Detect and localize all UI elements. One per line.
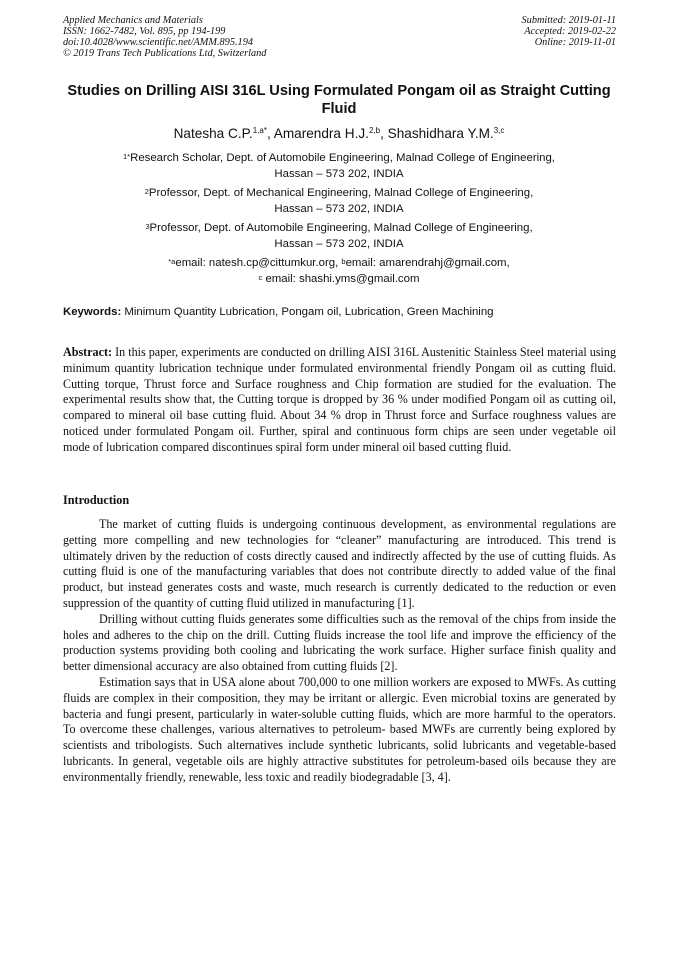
affiliation-1 [40,151,638,182]
email-b[interactable]: email: amarendrahj@gmail.com, [345,257,510,269]
author-list [40,125,638,142]
abstract-label: Abstract: [63,345,113,359]
affil-line: Professor, Dept. of Mechanical Engineering, Malnad College of Engineering, [148,187,534,199]
affil-line: Hassan – 573 202, INDIA [274,167,404,180]
author-affil-sup: 3,c [493,126,505,135]
paper-title: Studies on Drilling AISI 316L Using Formulated Pongam oil as Straight Cutting Fluid [67,83,611,117]
submission-dates [522,15,616,48]
email-a[interactable]: email: natesh.cp@cittumkur.org, [175,257,342,269]
abstract [63,345,616,456]
affil-line: Hassan – 573 202, INDIA [274,202,404,215]
affil-sup: 3 [145,222,150,231]
author-name: Natesha C.P. [173,126,253,141]
email-sup: c [258,272,263,282]
email-sup: *a [168,257,176,266]
intro-paragraph: Drilling without cutting fluids generates some difficulties such as the removal of the chips from inside the holes and adheres to the chip on the drill. Cutting fluids increase the tool life and improve the efficiency of the production systems providing both cooling and lubricating the work surface. Higher surface finish quality and better dimensional accuracy are also obtained from cutting fluids [2]. [63,611,616,674]
journal-name: Applied Mechanics and Materials [63,15,203,26]
affiliation-2 [40,186,638,217]
author-affil-sup: 1,a* [252,126,267,135]
intro-paragraph: The market of cutting fluids is undergoing continuous development, as environmental regulations are getting more compelling and new technologies for “cleaner” manufacturing are introduced. This trend is ultimately driven by the reduction of costs directly caused and indirectly affected by the use of cutting fluids. As cutting fluid is one of the manufacturing variables that does not contribute directly to added value of the final product, but instead generates costs and waste, much research is currently dedicated to the reduction or even suppression of the quantity of cutting fluid utilized in manufacturing [1]. [63,517,616,610]
affil-line: Hassan – 573 202, INDIA [274,237,404,250]
keywords-text: Minimum Quantity Lubrication, Pongam oil, Lubrication, Green Machining [121,306,494,318]
keywords [63,305,623,320]
keywords-label: Keywords: [63,306,122,318]
author-affil-sup: 2,b [368,126,381,135]
author-separator: , [380,126,388,141]
affil-line: Professor, Dept. of Automobile Engineering, Malnad College of Engineering, [149,222,533,234]
affil-sup: 1* [123,152,131,161]
email-sup: b [341,257,346,266]
doi-line: doi:10.4028/www.scientific.net/AMM.895.194 [63,37,253,48]
email-c[interactable]: email: shashi.yms@gmail.com [262,272,420,285]
author-name: Amarendra H.J. [273,126,369,141]
affil-sup: 2 [144,187,149,196]
abstract-text: In this paper, experiments are conducted on drilling AISI 316L Austenitic Stainless Steel material using minimum quantity lubrication technique under formulated environmental friendly Pongam oil as cutting fluid. Cutting torque, Thrust force and Surface roughness and Chip formation are studied for the evaluation. The experimental results show that, the Cutting torque is dropped by 36 % under modified Pongam oil as cutting oil, compared to mineral oil base cutting fluid. About 34 % drop in Thrust force and Surface roughness values are noticed under formulated Pongam oil. Further, spiral and continuous form chips are seen under vegetable oil mode of lubrication compared discontinues spiral form under mineral oil based cutting fluid. [63,345,616,454]
affiliation-3 [40,221,638,252]
copyright-line: © 2019 Trans Tech Publications Ltd, Switzerland [63,48,267,59]
accepted-date: Accepted: 2019-02-22 [524,26,616,37]
author-name: Shashidhara Y.M. [387,126,494,141]
introduction-heading: Introduction [63,493,130,507]
intro-paragraph: Estimation says that in USA alone about 700,000 to one million workers are exposed to MWFs. As cutting fluids are complex in their composition, they may be irritant or allergic. Even microbial toxins are generated by bacteria and fungi present, particularly in water-soluble cutting fluids, which are more harmful to the operators. To overcome these challenges, various alternatives to petroleum- based MWFs are currently being explored by scientists and tribologists. Such alternatives include synthetic lubricants, solid lubricants and vegetable-based lubricants. In general, vegetable oils are highly attractive substitutes for petroleum-based oils because they are environmentally friendly, renewable, less toxic and readily biodegradable [3, 4]. [63,674,616,784]
author-emails [40,256,638,287]
introduction-body [63,517,616,786]
issn-line: ISSN: 1662-7482, Vol. 895, pp 194-199 [63,26,226,37]
author-separator: , [266,126,274,141]
online-date: Online: 2019-11-01 [534,37,616,48]
abstract-paragraph [63,345,616,456]
journal-info [63,15,266,59]
submitted-date: Submitted: 2019-01-11 [521,15,616,26]
affil-line: Research Scholar, Dept. of Automobile Engineering, Malnad College of Engineering, [130,152,555,164]
